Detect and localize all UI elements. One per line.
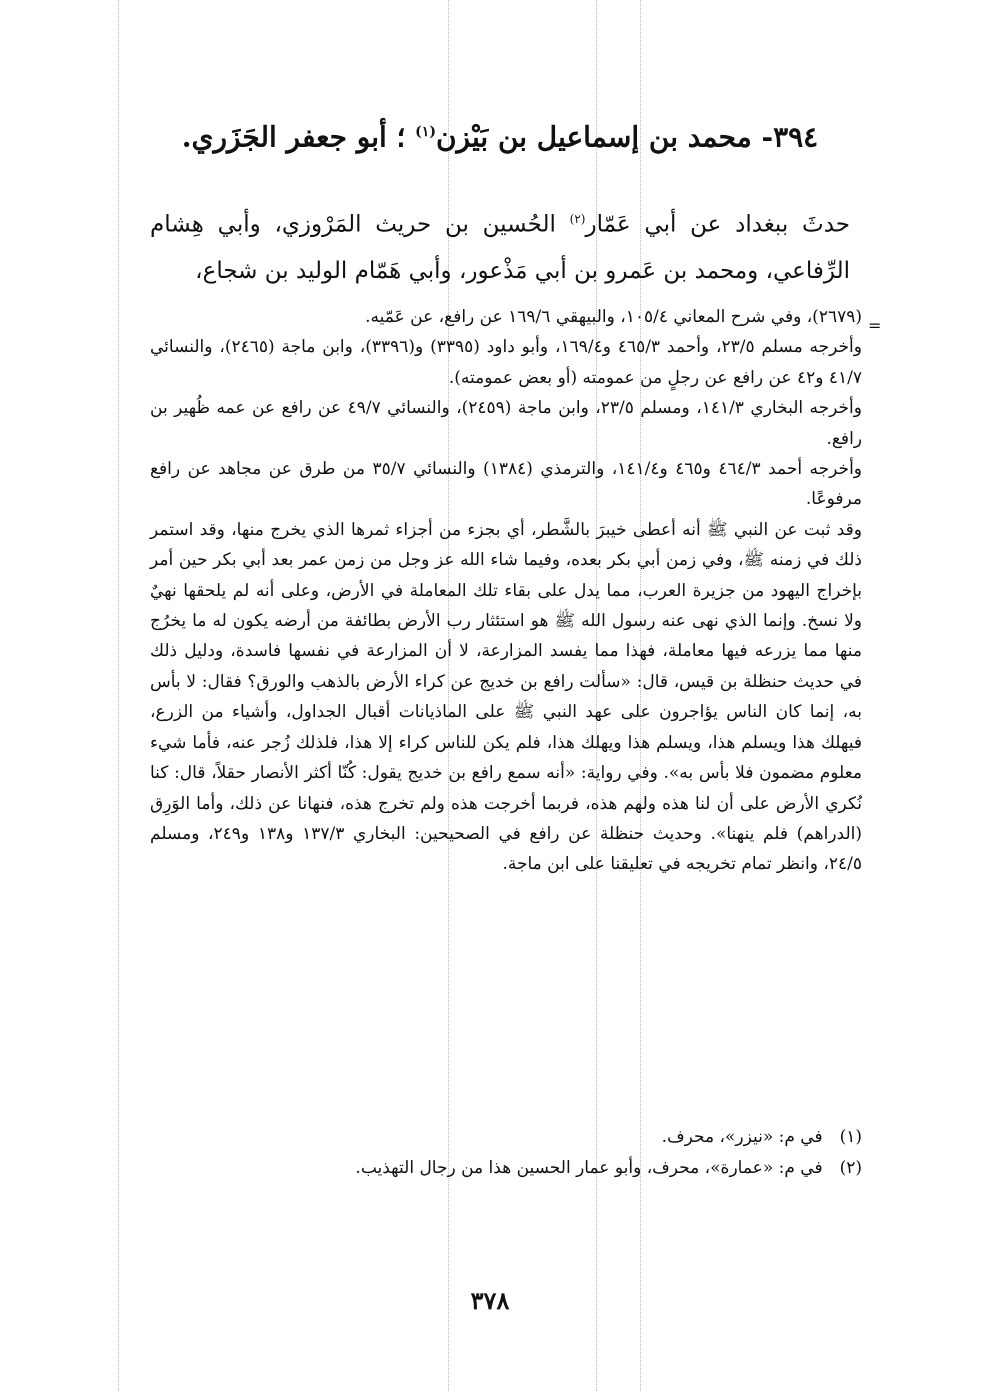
footnote-number: (٢) <box>839 1158 862 1178</box>
footnote-text: في م: «نيزر»، محرف. <box>661 1127 823 1147</box>
continuation-mark: = <box>868 316 882 335</box>
main-text-part: حدثَ ببغداد عن أبي عَمّار <box>585 211 850 238</box>
footnote-text: في م: «عمارة»، محرف، وأبو عمار الحسين هذا من رجال التهذيب. <box>355 1158 823 1178</box>
scan-artifact-line <box>118 0 119 1391</box>
note-paragraph: وأخرجه البخاري ١٤١/٣، ومسلم ٢٣/٥، وابن ماجة (٢٤٥٩)، والنسائي ٤٩/٧ عن رافع عن عمه ظُهير بن رافع. <box>150 398 862 449</box>
biography-heading: ٣٩٤- محمد بن إسماعيل بن بَيْزن$^{(١)}$ ؛ أبو جعفر الجَزَري. <box>181 120 819 154</box>
footnote-number: (١) <box>839 1127 862 1147</box>
footnote-marker: (١) <box>415 124 436 140</box>
footnotes <box>150 1122 862 1184</box>
heading-name: محمد بن إسماعيل بن بَيْزن <box>435 120 752 154</box>
note-paragraph: وأخرجه أحمد ٤٦٤/٣ و٤٦٥ و١٤١/٤، والترمذي (١٣٨٤) والنسائي ٣٥/٧ من طرق عن مجاهد عن رافع مرفوعًا. <box>150 459 862 510</box>
note-paragraph: وأخرجه مسلم ٢٣/٥، وأحمد ٤٦٥/٣ و١٦٩/٤، وأبو داود (٣٣٩٥) و(٣٣٩٦)، وابن ماجة (٢٤٦٥)، والنسائي ٤١/٧ و٤٢ عن رافع عن رجلٍ من عمومته (أو بعض عمومته). <box>150 337 862 388</box>
page-number: ٣٧٨ <box>470 1286 510 1315</box>
entry-number: ٣٩٤ <box>773 120 819 154</box>
footnote <box>150 1153 862 1184</box>
heading-kunya: ؛ أبو جعفر الجَزَري. <box>181 120 406 154</box>
note-paragraph: وقد ثبت عن النبي ﷺ أنه أعطى خيبرَ بالشَّطر، أي بجزء من أجزاء ثمرها الذي يخرج منها، وقد استمر ذلك في زمنه ﷺ، وفي زمن أبي بكر بعده، وفيما شاء الله عز وجل من زمن عمر بعد أبي بكر حين أمر بإخراج اليهود من جزيرة العرب، مما يدل على بقاء تلك المعاملة في الأرض، وعلى أنه لم يلحقها نهيٌ ولا نسخ. وإنما الذي نهى عنه رسول الله ﷺ هو استئثار رب الأرض بطائفة من أرضه يكون له ما يخرُج منها مما يزرعه فيها معاملة، فهذا مما يفسد المزارعة، لا أن المزارعة في نفسها فاسدة، ودليل ذلك في حديث حنظلة بن قيس، قال: «سألت رافع بن خديج عن كراء الأرض بالذهب والورق؟ فقال: لا بأس به، إنما كان الناس يؤاجرون على عهد النبي ﷺ على الماذيانات أقبال الجداول، وأشياء من الزرع، فيهلك هذا ويسلم هذا، ويسلم هذا ويهلك هذا، فلم يكن للناس كراء إلا هذا، فلذلك زُجر عنه، فأما شيء معلوم مضمون فلا بأس به». وفي رواية: «أنه سمع رافع بن خديج يقول: كُنّا أكثر الأنصار حقلاً، قال: كنا نُكري الأرض على أن لنا هذه ولهم هذه، فربما أخرجت هذه ولم تخرج هذه، فنهانا عن ذلك، وأما الوَرِق (الدراهم) فلم ينهنا». وحديث حنظلة عن رافع في الصحيحين: البخاري ١٣٧/٣ و١٣٨ و٢٤٩، ومسلم ٢٤/٥، وانظر تمام تخريجه في تعليقنا على ابن ماجة. <box>150 519 862 875</box>
footnote-marker: (٢) <box>569 212 586 226</box>
note-paragraph: (٢٦٧٩)، وفي شرح المعاني ١٠٥/٤، والبيهقي ١٦٩/٦ عن رافع، عن عَمّيه. <box>365 307 862 327</box>
main-text <box>150 196 850 294</box>
footnote <box>150 1122 862 1153</box>
hadith-notes <box>150 302 862 880</box>
main-text-part: الحُسين بن حريث المَرْوزي، وأبي هِشام الرِّفاعي، ومحمد بن عَمرو بن أبي مَذْعور، وأبي هَمّام الوليد بن شجاع، <box>150 211 850 284</box>
